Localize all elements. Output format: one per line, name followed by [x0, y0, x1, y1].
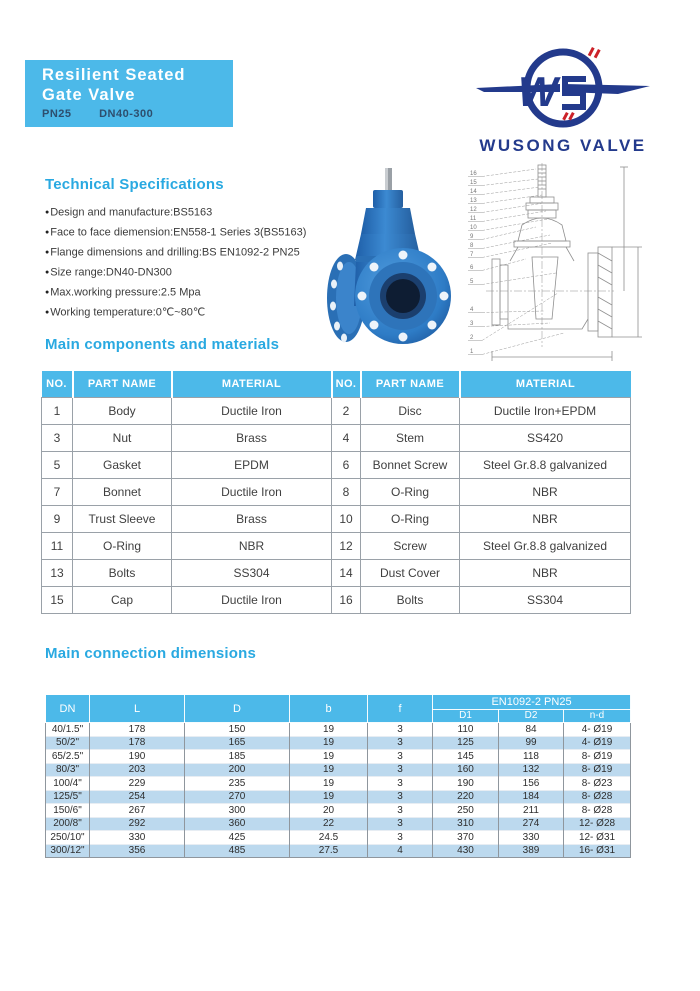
table-cell: Trust Sleeve: [73, 505, 172, 532]
dn-range: DN40-300: [99, 108, 154, 120]
table-cell: 8- Ø23: [564, 777, 631, 791]
table-cell: 4- Ø19: [564, 723, 631, 737]
table-row: [42, 424, 631, 451]
col-d1: D1: [433, 709, 499, 722]
valve-photo: [316, 166, 466, 348]
table-cell: 425: [185, 831, 290, 845]
table-row: [46, 831, 631, 845]
table-cell: 16- Ø31: [564, 844, 631, 858]
table-cell: 40/1.5": [46, 723, 90, 737]
table-cell: 80/3": [46, 763, 90, 777]
table-cell: 8- Ø28: [564, 790, 631, 804]
callout-number: 16: [470, 171, 477, 177]
table-cell: 15: [42, 586, 73, 613]
table-cell: Brass: [172, 424, 332, 451]
table-cell: SS304: [172, 559, 332, 586]
table-cell: 330: [499, 831, 564, 845]
valve-bonnet-top: [361, 208, 415, 234]
table-cell: 190: [90, 750, 185, 764]
monogram-w: W: [518, 68, 558, 115]
table-cell: 3: [368, 723, 433, 737]
spec-bullet: ● Max.working pressure:2.5 Mpa: [45, 283, 330, 303]
callout-number: 5: [470, 279, 474, 285]
title-block: [25, 60, 233, 127]
table-cell: 1: [42, 397, 73, 424]
table-cell: 16: [332, 586, 361, 613]
table-cell: 3: [368, 777, 433, 791]
col-material-left: MATERIAL: [172, 371, 332, 397]
table-row: [42, 586, 631, 613]
table-cell: 8- Ø28: [564, 804, 631, 818]
table-cell: Ductile Iron: [172, 586, 332, 613]
table-cell: O-Ring: [361, 478, 460, 505]
table-row: [42, 532, 631, 559]
table-cell: 9: [42, 505, 73, 532]
table-cell: 4- Ø19: [564, 736, 631, 750]
brand-name: WUSONG VALVE: [479, 136, 647, 155]
callout-number: 6: [470, 265, 474, 271]
table-cell: SS420: [460, 424, 631, 451]
table-cell: O-Ring: [361, 505, 460, 532]
tech-specs-list: [45, 203, 330, 323]
table-cell: 220: [433, 790, 499, 804]
table-cell: 356: [90, 844, 185, 858]
components-heading: Main components and materials: [45, 336, 280, 353]
table-cell: 190: [433, 777, 499, 791]
components-table: [41, 371, 631, 614]
table-cell: NBR: [172, 532, 332, 559]
table-cell: 430: [433, 844, 499, 858]
col-dn: DN: [46, 695, 90, 723]
tech-specs-heading: Technical Specifications: [45, 176, 224, 193]
table-cell: Dust Cover: [361, 559, 460, 586]
table-cell: 50/2": [46, 736, 90, 750]
dimensions-header-row: [46, 695, 631, 710]
table-cell: 185: [185, 750, 290, 764]
table-cell: Ductile Iron: [172, 478, 332, 505]
table-cell: 184: [499, 790, 564, 804]
valve-gland: [373, 190, 403, 208]
table-cell: 110: [433, 723, 499, 737]
table-cell: 3: [368, 750, 433, 764]
table-cell: 132: [499, 763, 564, 777]
table-row: [46, 763, 631, 777]
table-cell: 22: [290, 817, 368, 831]
dimensions-heading: Main connection dimensions: [45, 645, 257, 662]
table-cell: Bolts: [361, 586, 460, 613]
table-row: [46, 736, 631, 750]
table-cell: Cap: [73, 586, 172, 613]
col-d: D: [185, 695, 290, 723]
table-cell: Nut: [73, 424, 172, 451]
table-cell: Steel Gr.8.8 galvanized: [460, 532, 631, 559]
table-cell: 20: [290, 804, 368, 818]
callout-number: 2: [470, 335, 474, 341]
table-cell: 11: [42, 532, 73, 559]
table-row: [46, 777, 631, 791]
table-cell: Stem: [361, 424, 460, 451]
table-cell: 4: [332, 424, 361, 451]
table-row: [46, 804, 631, 818]
table-cell: NBR: [460, 505, 631, 532]
table-cell: 292: [90, 817, 185, 831]
table-cell: 145: [433, 750, 499, 764]
table-cell: O-Ring: [73, 532, 172, 559]
table-cell: 19: [290, 736, 368, 750]
table-cell: 200: [185, 763, 290, 777]
callout-number: 4: [470, 307, 474, 313]
table-cell: 100/4": [46, 777, 90, 791]
table-cell: 3: [368, 817, 433, 831]
col-material-right: MATERIAL: [460, 371, 631, 397]
callout-number: 1: [470, 349, 474, 355]
col-no-right: NO.: [332, 371, 361, 397]
spec-bullet: ● Design and manufacture:BS5163: [45, 203, 330, 223]
col-d2: D2: [499, 709, 564, 722]
table-cell: 165: [185, 736, 290, 750]
spec-bullet: ● Flange dimensions and drilling:BS EN1092-2 PN25: [45, 243, 330, 263]
table-row: [46, 817, 631, 831]
table-row: [42, 451, 631, 478]
product-title-line1: Resilient Seated: [42, 66, 186, 84]
table-cell: 3: [368, 790, 433, 804]
table-row: [42, 559, 631, 586]
table-cell: Brass: [172, 505, 332, 532]
table-cell: 3: [368, 804, 433, 818]
col-no-left: NO.: [42, 371, 73, 397]
col-nd: n-d: [564, 709, 631, 722]
table-cell: 14: [332, 559, 361, 586]
table-cell: 235: [185, 777, 290, 791]
monogram-s-shape: [562, 76, 586, 110]
table-cell: 211: [499, 804, 564, 818]
table-cell: Body: [73, 397, 172, 424]
table-cell: 13: [42, 559, 73, 586]
table-cell: Screw: [361, 532, 460, 559]
table-cell: 12: [332, 532, 361, 559]
table-cell: 5: [42, 451, 73, 478]
callout-number: 12: [470, 207, 477, 213]
table-cell: 4: [368, 844, 433, 858]
table-cell: 118: [499, 750, 564, 764]
table-cell: 12- Ø31: [564, 831, 631, 845]
logo-mark-icon: [476, 47, 650, 124]
spec-bullet: ● Working temperature:0℃~80℃: [45, 303, 330, 323]
table-cell: Bolts: [73, 559, 172, 586]
table-cell: 19: [290, 763, 368, 777]
table-row: [46, 750, 631, 764]
table-cell: 19: [290, 750, 368, 764]
callout-number: 14: [470, 189, 477, 195]
table-cell: 267: [90, 804, 185, 818]
table-cell: 270: [185, 790, 290, 804]
table-cell: Disc: [361, 397, 460, 424]
table-row: [42, 505, 631, 532]
table-cell: 3: [368, 831, 433, 845]
table-cell: 99: [499, 736, 564, 750]
table-row: [42, 397, 631, 424]
table-cell: 370: [433, 831, 499, 845]
callout-number: 9: [470, 234, 474, 240]
table-cell: 125: [433, 736, 499, 750]
table-cell: 254: [90, 790, 185, 804]
col-partname-left: PART NAME: [73, 371, 172, 397]
callout-number: 10: [470, 225, 477, 231]
table-row: [46, 723, 631, 737]
table-cell: 8- Ø19: [564, 763, 631, 777]
spec-bullet: ● Size range:DN40-DN300: [45, 263, 330, 283]
table-row: [46, 790, 631, 804]
col-group-en1092: EN1092-2 PN25: [433, 695, 631, 710]
table-cell: 178: [90, 723, 185, 737]
table-cell: 7: [42, 478, 73, 505]
table-cell: 65/2.5": [46, 750, 90, 764]
table-cell: 10: [332, 505, 361, 532]
table-cell: 3: [42, 424, 73, 451]
table-cell: Gasket: [73, 451, 172, 478]
table-cell: 27.5: [290, 844, 368, 858]
table-cell: 160: [433, 763, 499, 777]
table-cell: 84: [499, 723, 564, 737]
table-cell: 330: [90, 831, 185, 845]
table-cell: 19: [290, 777, 368, 791]
col-b: b: [290, 695, 368, 723]
table-cell: 6: [332, 451, 361, 478]
table-cell: 8- Ø19: [564, 750, 631, 764]
table-cell: 125/5": [46, 790, 90, 804]
col-f: f: [368, 695, 433, 723]
valve-drawing-svg: [462, 161, 690, 368]
table-cell: 3: [368, 763, 433, 777]
callout-number: 13: [470, 198, 477, 204]
table-cell: 250: [433, 804, 499, 818]
table-cell: NBR: [460, 559, 631, 586]
product-title-line2: Gate Valve: [42, 86, 136, 104]
table-cell: 24.5: [290, 831, 368, 845]
table-cell: NBR: [460, 478, 631, 505]
col-partname-right: PART NAME: [361, 371, 460, 397]
table-cell: 156: [499, 777, 564, 791]
table-cell: Steel Gr.8.8 galvanized: [460, 451, 631, 478]
pressure-size-subtitle: [42, 108, 233, 120]
table-cell: 485: [185, 844, 290, 858]
table-cell: 3: [368, 736, 433, 750]
table-cell: Bonnet Screw: [361, 451, 460, 478]
table-cell: 200/8": [46, 817, 90, 831]
table-row: [46, 844, 631, 858]
callout-number: 7: [470, 252, 474, 258]
table-cell: EPDM: [172, 451, 332, 478]
dimensions-table: [45, 694, 631, 858]
table-cell: 19: [290, 723, 368, 737]
table-cell: 274: [499, 817, 564, 831]
table-cell: 8: [332, 478, 361, 505]
callout-number: 8: [470, 243, 474, 249]
table-cell: 250/10": [46, 831, 90, 845]
spec-bullet: ● Face to face diemension:EN558-1 Series 3(BS5163): [45, 223, 330, 243]
table-cell: 150/6": [46, 804, 90, 818]
table-cell: 12- Ø28: [564, 817, 631, 831]
table-cell: Bonnet: [73, 478, 172, 505]
table-cell: Ductile Iron: [172, 397, 332, 424]
table-cell: 389: [499, 844, 564, 858]
table-cell: 360: [185, 817, 290, 831]
table-cell: 19: [290, 790, 368, 804]
pn-rating: PN25: [42, 108, 72, 120]
table-cell: 310: [433, 817, 499, 831]
table-row: [42, 478, 631, 505]
table-cell: 300/12": [46, 844, 90, 858]
table-cell: 178: [90, 736, 185, 750]
table-cell: Ductile Iron+EPDM: [460, 397, 631, 424]
table-cell: 300: [185, 804, 290, 818]
table-cell: 203: [90, 763, 185, 777]
callout-number: 15: [470, 180, 477, 186]
table-cell: 150: [185, 723, 290, 737]
callout-number: 3: [470, 321, 474, 327]
table-cell: SS304: [460, 586, 631, 613]
table-cell: 229: [90, 777, 185, 791]
components-header-row: [42, 371, 631, 397]
callout-number: 11: [470, 216, 477, 222]
table-cell: 2: [332, 397, 361, 424]
company-logo: [468, 36, 658, 158]
col-l: L: [90, 695, 185, 723]
